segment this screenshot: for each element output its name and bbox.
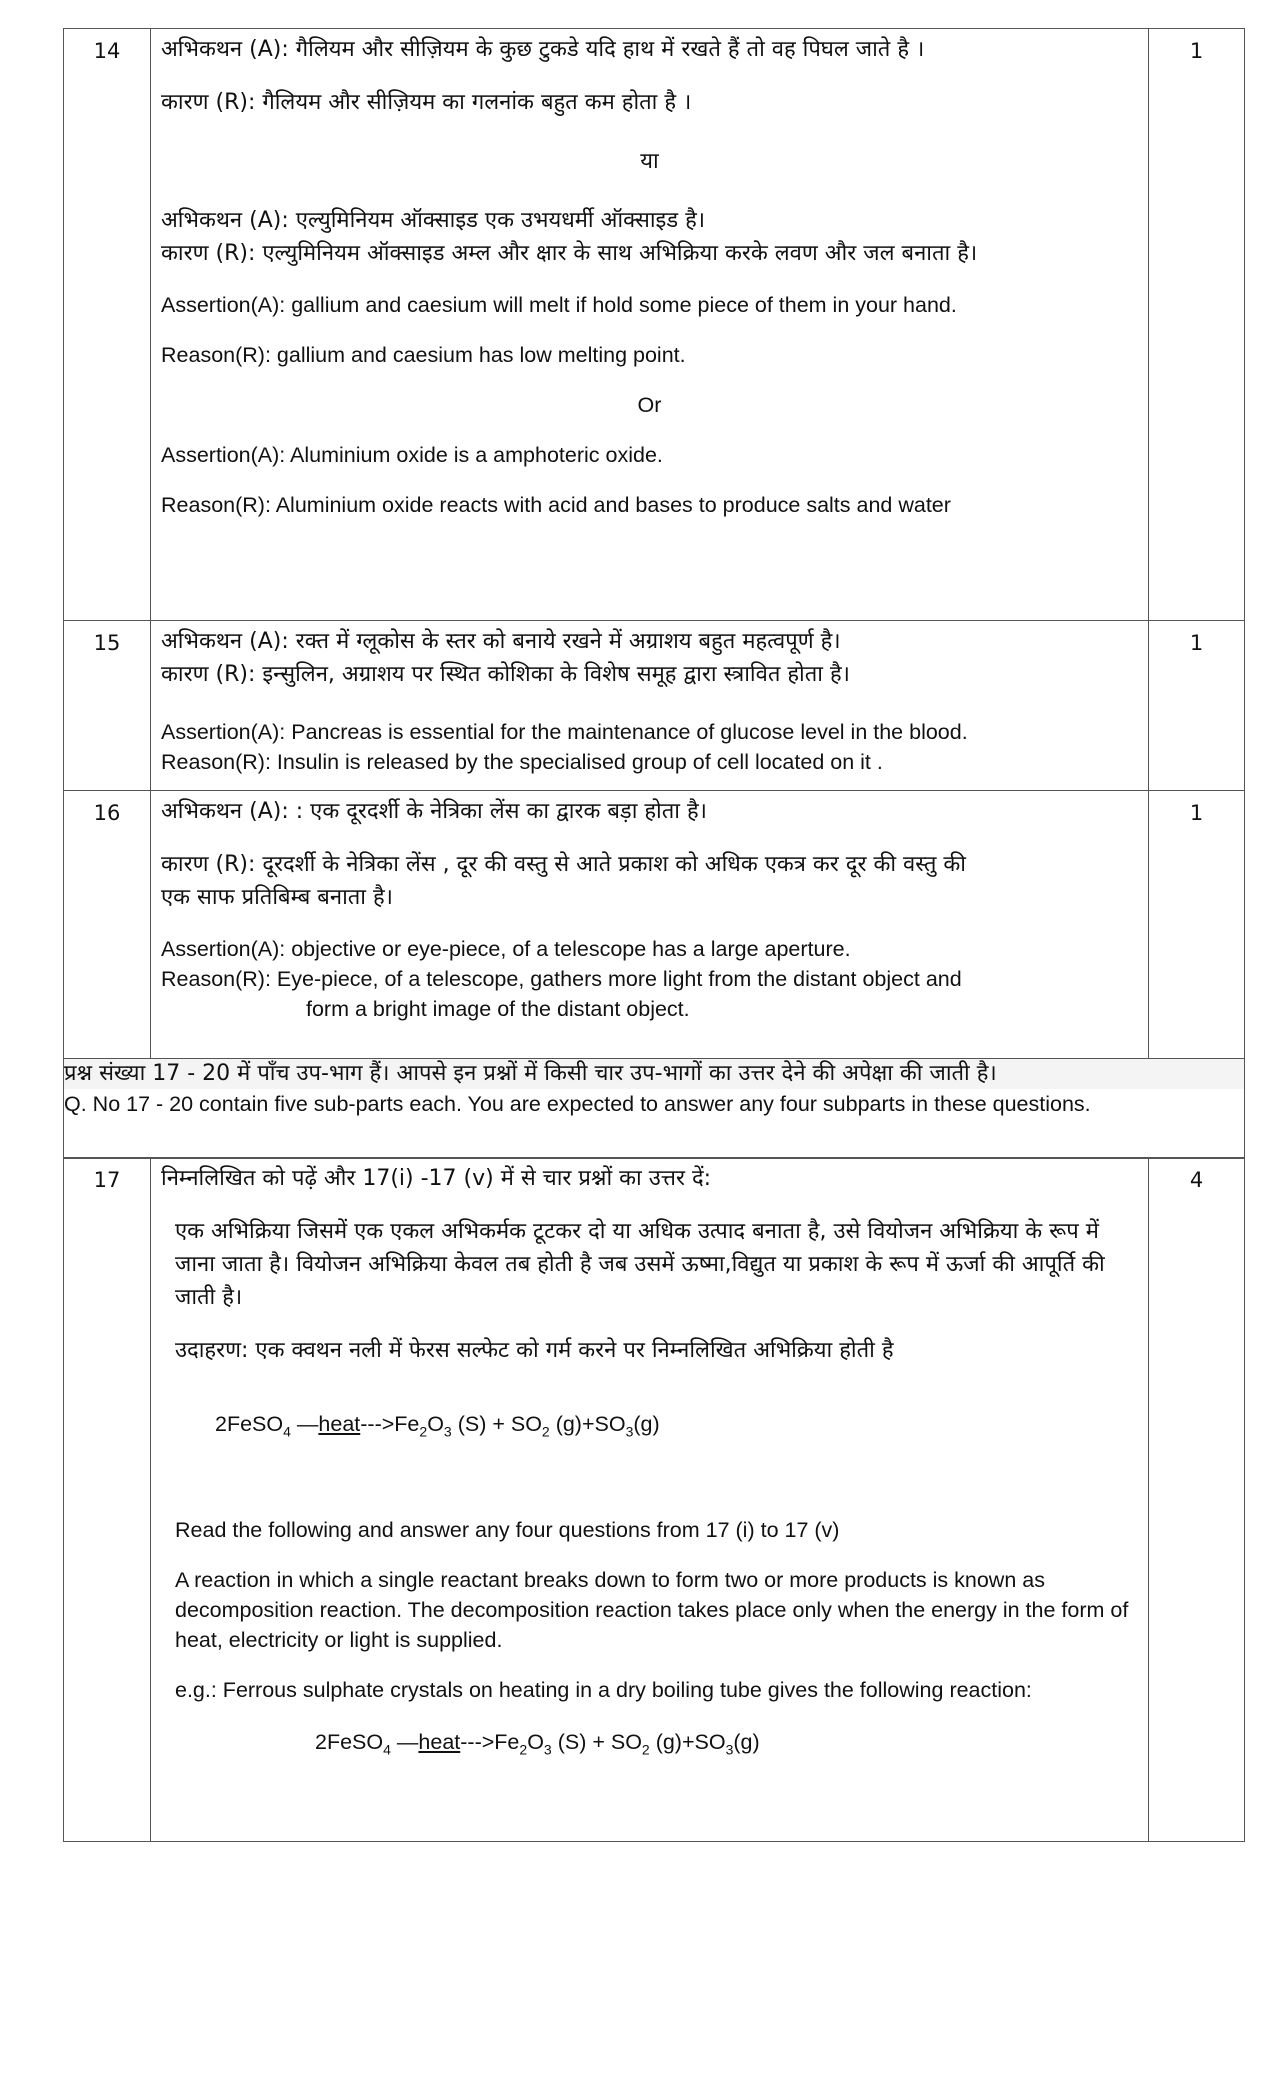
questions-table-top: [63, 28, 1245, 1059]
eq-sub: 4: [283, 1422, 291, 1439]
english-passage: A reaction in which a single reactant breaks down to form two or more products is known as decomposition reaction. The decomposition reaction takes place only when the energy in the form of heat, electricity or light is supplied.: [175, 1568, 1129, 1653]
eq-text: --->Fe: [360, 1411, 420, 1436]
eq-text: —: [390, 1729, 419, 1754]
english-assertion: Assertion(A): objective or eye-piece, of a telescope has a large aperture.: [161, 937, 851, 961]
english-assertion: Assertion(A): gallium and caesium will melt if hold some piece of them in your hand.: [161, 293, 957, 317]
question-marks: 1: [1149, 791, 1245, 1059]
eq-text: (S) + SO: [451, 1411, 542, 1436]
eq-text: 2FeSO: [315, 1729, 384, 1754]
eq-text: —: [290, 1411, 319, 1436]
hindi-reason-alt: कारण (R): एल्युमिनियम ऑक्साइड अम्ल और क्षार के साथ अभिक्रिया करके लवण और जल बनाता है।: [161, 241, 978, 266]
question-number: 17: [64, 1158, 151, 1842]
eq-sub: 3: [725, 1741, 734, 1758]
instructions-row: [64, 1058, 1245, 1158]
hindi-reason: कारण (R): दूरदर्शी के नेत्रिका लेंस , दूर की वस्तु से आते प्रकाश को अधिक एकत्र कर दूर की वस्तु की: [161, 852, 966, 877]
eq-sub: 2: [519, 1741, 528, 1758]
chemical-equation-english: [175, 1727, 1138, 1764]
eq-heat: heat: [318, 1411, 361, 1436]
instructions-english: Q. No 17 - 20 contain five sub-parts each. You are expected to answer any four subparts in these questions.: [64, 1091, 1091, 1116]
question-body: [151, 621, 1149, 791]
question-number: 16: [64, 791, 151, 1059]
eq-text: O: [427, 1411, 444, 1436]
hindi-assertion: अभिकथन (A): : एक दूरदर्शी के नेत्रिका लेंस का द्वारक बड़ा होता है।: [161, 799, 708, 824]
question-page: [63, 28, 1245, 1842]
english-reason-cont: form a bright image of the distant object.: [306, 997, 690, 1021]
question-marks: 1: [1149, 621, 1245, 791]
eq-sub: 4: [383, 1741, 391, 1758]
eq-text: --->Fe: [460, 1729, 520, 1754]
eq-text: (g): [633, 1411, 660, 1436]
question-marks: 4: [1149, 1158, 1245, 1842]
chemical-equation-hindi: [175, 1409, 1138, 1446]
hindi-heading: निम्नलिखित को पढ़ें और 17(i) -17 (v) में से चार प्रश्नों का उत्तर दें:: [161, 1166, 712, 1191]
english-example: e.g.: Ferrous sulphate crystals on heating in a dry boiling tube gives the following reaction:: [175, 1678, 1032, 1703]
eq-sub: 2: [641, 1741, 650, 1758]
hindi-assertion-alt: अभिकथन (A): एल्युमिनियम ऑक्साइड एक उभयधर्मी ऑक्साइड है।: [161, 208, 706, 233]
question-marks: 1: [1149, 29, 1245, 621]
english-assertion: Assertion(A): Pancreas is essential for the maintenance of glucose level in the blood.: [161, 720, 968, 744]
question-number: 14: [64, 29, 151, 621]
english-heading: Read the following and answer any four questions from 17 (i) to 17 (v): [175, 1518, 840, 1543]
section-instructions: [63, 1058, 1245, 1159]
eq-sub: 2: [541, 1422, 550, 1439]
eq-sub: 3: [543, 1741, 552, 1758]
question-row-14: [64, 29, 1245, 621]
eq-text: 2FeSO: [215, 1411, 284, 1436]
question-row-16: [64, 791, 1245, 1059]
instructions-hindi: प्रश्न संख्या 17 - 20 में पाँच उप-भाग हैं। आपसे इन प्रश्नों में किसी चार उप-भागों का उत्तर देने की अपेक्षा की जाती है।: [64, 1059, 1244, 1089]
hindi-assertion: अभिकथन (A): रक्त में ग्लूकोस के स्तर को बनाये रखने में अग्राशय बहुत महत्वपूर्ण है।: [161, 629, 841, 654]
hindi-reason: कारण (R): इन्सुलिन, अग्राशय पर स्थित कोशिका के विशेष समूह द्वारा स्त्रावित होता है।: [161, 662, 851, 687]
eq-text: O: [527, 1729, 544, 1754]
eq-sub: 3: [625, 1422, 634, 1439]
eq-text: (g)+SO: [649, 1729, 726, 1754]
eq-sub: 3: [443, 1422, 452, 1439]
english-reason: Reason(R): Insulin is released by the specialised group of cell located on it .: [161, 750, 883, 774]
question-number: 15: [64, 621, 151, 791]
question-body: [151, 791, 1149, 1059]
eq-text: (g)+SO: [549, 1411, 626, 1436]
eq-text: (g): [733, 1729, 760, 1754]
english-reason: Reason(R): Eye-piece, of a telescope, gathers more light from the distant object and: [161, 967, 962, 991]
english-assertion-alt: Assertion(A): Aluminium oxide is a amphoteric oxide.: [161, 443, 663, 467]
question-row-15: [64, 621, 1245, 791]
question-row-17: [64, 1158, 1245, 1842]
english-reason-alt: Reason(R): Aluminium oxide reacts with acid and bases to produce salts and water: [161, 493, 951, 517]
questions-table-bottom: [63, 1157, 1245, 1842]
question-body: [151, 29, 1149, 621]
passage: [161, 1215, 1138, 1764]
hindi-or: या: [640, 149, 659, 174]
hindi-passage: एक अभिक्रिया जिसमें एक एकल अभिकर्मक टूटकर दो या अधिक उत्पाद बनाता है, उसे वियोजन अभिक्रिया के रूप में जाना जाता है। वियोजन अभिक्रिया केवल तब होती है जब उसमें ऊष्मा,विद्युत या प्रकाश के रूप में ऊर्जा की आपूर्ति की जाती है।: [175, 1219, 1105, 1310]
hindi-example: उदाहरण: एक क्वथन नली में फेरस सल्फेट को गर्म करने पर निम्नलिखित अभिक्रिया होती है: [175, 1338, 894, 1363]
hindi-reason: कारण (R): गैलियम और सीज़ियम का गलनांक बहुत कम होता है ।: [161, 90, 692, 115]
english-reason: Reason(R): gallium and caesium has low melting point.: [161, 343, 686, 367]
hindi-reason-cont: एक साफ प्रतिबिम्ब बनाता है।: [161, 885, 394, 910]
eq-sub: 2: [419, 1422, 428, 1439]
instructions-cell: [64, 1058, 1245, 1158]
english-or: Or: [637, 393, 662, 417]
eq-heat: heat: [418, 1729, 461, 1754]
eq-text: (S) + SO: [551, 1729, 642, 1754]
question-body: [151, 1158, 1149, 1842]
hindi-assertion: अभिकथन (A): गैलियम और सीज़ियम के कुछ टुकडे यदि हाथ में रखते हैं तो वह पिघल जाते है ।: [161, 37, 925, 62]
